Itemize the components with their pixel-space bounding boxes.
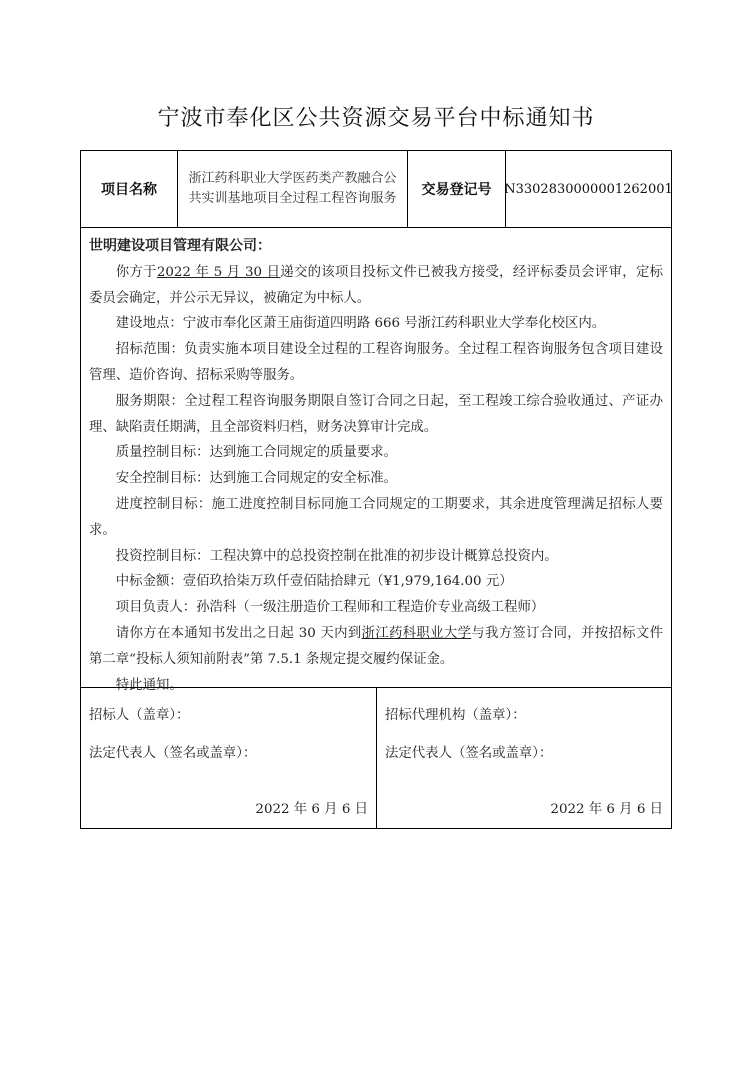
submission-date: 2022 年 5 月 30 日 [156,264,281,280]
paragraph-investment: 投资控制目标：工程决算中的总投资控制在批准的初步设计概算总投资内。 [115,548,558,564]
request-text-pre: 请你方在本通知书发出之日起 30 天内到 [115,625,362,641]
signature-row [81,687,671,829]
paragraph-progress: 进度控制目标：施工进度控制目标同施工合同规定的工期要求，其余进度管理满足招标人要求。 [89,496,663,538]
paragraph-location: 建设地点：宁波市奉化区萧王庙街道四明路 666 号浙江药科职业大学奉化校区内。 [115,316,606,332]
project-name-label: 项目名称 [81,151,178,227]
contract-party: 浙江药科职业大学 [361,625,472,641]
agency-date: 2022 年 6 月 6 日 [550,802,663,817]
tenderer-seal-label: 招标人（盖章）： [89,708,190,723]
acceptance-text-pre: 你方于 [115,264,157,280]
paragraph-manager: 项目负责人：孙浩科（一级注册造价工程师和工程造价专业高级工程师） [115,600,545,616]
tenderer-rep-label: 法定代表人（签名或盖章）： [89,746,257,761]
paragraph-closing: 特此通知。 [115,677,183,693]
paragraph-request [89,621,663,673]
registration-value: N3302830000001262001 [504,181,673,197]
paragraph-scope: 招标范围：负责实施本项目建设全过程的工程咨询服务。全过程工程咨询服务包含项目建设管理、造价咨询、招标采购等服务。 [89,342,663,383]
paragraph-safety: 安全控制目标：达到施工合同规定的安全标准。 [115,471,397,487]
notice-body [81,228,671,693]
agency-rep-label: 法定代表人（签名或盖章）： [385,746,553,761]
acceptance-text-post: 递交的该项目投标文件已被我方接受，经评标委员会评审，定标委员会确定，并公示无异议，被确定为中标人。 [89,264,664,306]
agency-seal-label: 招标代理机构（盖章）： [385,708,526,723]
document-title: 宁波市奉化区公共资源交易平台中标通知书 [157,106,595,131]
paragraph-period: 服务期限：全过程工程咨询服务期限自签订合同之日起，至工程竣工综合验收通过、产证办理、缺陷责任期满，且全部资料归档，财务决算审计完成。 [89,393,663,435]
project-name-value: 浙江药科职业大学医药类产教融合公共实训基地项目全过程工程咨询服务 [178,151,408,227]
registration-label: 交易登记号 [408,151,506,227]
tenderer-date: 2022 年 6 月 6 日 [255,802,368,817]
addressee: 世明建设项目管理有限公司： [89,238,271,254]
signature-agency [377,688,671,829]
notice-table [80,150,672,829]
header-row [81,151,671,228]
signature-tenderer [81,688,377,829]
paragraph-quality: 质量控制目标：达到施工合同规定的质量要求。 [115,445,397,461]
paragraph-amount: 中标金额：壹佰玖拾柒万玖仟壹佰陆拾肆元（¥1,979,164.00 元） [115,574,513,590]
request-text-post: 与我方签订合同，并按招标文件第二章“投标人须知前附表”第 7.5.1 条规定提交履约保证金。 [89,625,663,667]
paragraph-acceptance [89,260,663,312]
